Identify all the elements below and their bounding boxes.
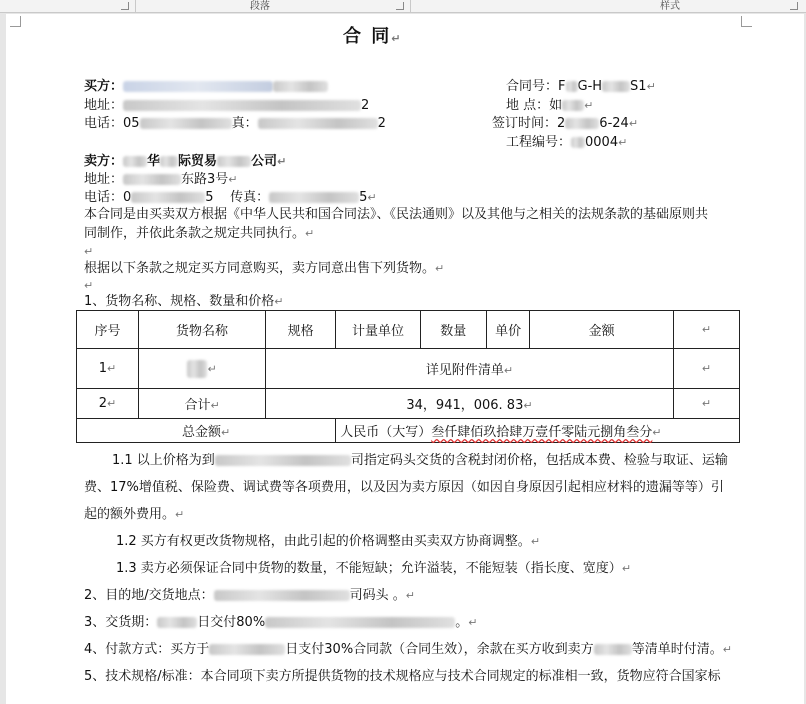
- cell-mark: ↵: [673, 311, 739, 349]
- header-cell: 货物名称: [139, 311, 266, 349]
- ribbon-group-styles: 样式: [660, 1, 680, 12]
- detail-cell: 详见附件清单↵: [266, 349, 674, 389]
- redacted-text: [594, 644, 632, 655]
- header-cell: 数量: [420, 311, 486, 349]
- table-row: [77, 389, 740, 419]
- redacted-text: [187, 360, 207, 378]
- paragraph-mark: ↵: [84, 279, 94, 292]
- ribbon-separator: [410, 0, 411, 12]
- total-value-cell: 人民币（大写）叁仟肆佰玖拾肆万壹仟零陆元捌角叁分↵: [336, 419, 740, 443]
- header-cell: 计量单位: [336, 311, 420, 349]
- table-header-row: [77, 311, 740, 349]
- document-title: 合 同↵: [343, 26, 403, 47]
- section1-heading: 1、货物名称、规格、数量和价格↵: [84, 294, 284, 309]
- project-number-line: 工程编号： 0004↵: [506, 135, 628, 150]
- dialog-launcher-icon[interactable]: [121, 2, 129, 10]
- redacted-text: [265, 617, 455, 628]
- intro-line-1: 本合同是由买卖双方根据《中华人民共和国合同法》、《民法通则》以及其他与之相关的法规条款的基础原则共: [84, 207, 709, 222]
- item-3-delivery: 3、交货期： 日交付80% 。↵: [84, 615, 478, 630]
- styles-launcher-icon[interactable]: [790, 2, 798, 10]
- redacted-text: [602, 81, 630, 92]
- intro-line-2: 同制作，并依此条款之规定共同执行。↵: [84, 226, 315, 241]
- ribbon-group-paragraph: 段落: [250, 1, 270, 12]
- item-5-spec: 5、技术规格/标准：本合同项下卖方所提供货物的技术规格应与技术合同规定的标准相一致，货物应符合国家标: [84, 669, 721, 684]
- redacted-text: [273, 81, 328, 92]
- redacted-text: [258, 118, 378, 129]
- redacted-text: [123, 156, 147, 167]
- clause-1-1-line2: 费、17%增值税、保险费、调试费等各项费用，以及因为卖方原因（如因自身原因引起相应材料的遗漏等等）引: [84, 480, 724, 495]
- goods-name-cell: ↵: [139, 349, 266, 389]
- item-4-payment: 4、付款方式：买方于 日支付30%合同款（合同生效），余款在买方收到卖方 等清单时付清。↵: [84, 642, 732, 657]
- paragraph-mark: ↵: [84, 245, 94, 258]
- redacted-text: [571, 137, 585, 148]
- redacted-text: [123, 174, 181, 185]
- goods-table: [76, 310, 740, 443]
- cell-mark: ↵: [673, 349, 739, 389]
- seller-line: 卖方： 华 际贸易 公司↵: [84, 154, 287, 169]
- redacted-text: [214, 590, 350, 601]
- header-cell: 序号: [77, 311, 139, 349]
- sum-value-cell: 34，941，006. 83↵: [266, 389, 674, 419]
- page-corner-mark: [10, 16, 21, 27]
- header-cell: 规格: [266, 311, 336, 349]
- sign-date-line: 签订时间：2 6-24↵: [492, 116, 639, 131]
- clause-1-1-line3: 起的额外费用。↵: [84, 507, 185, 522]
- redacted-text: [566, 81, 578, 92]
- buyer-address-line: 地址： 2: [84, 98, 370, 113]
- header-cell: 单价: [486, 311, 530, 349]
- table-row: [77, 349, 740, 389]
- item-2-destination: 2、目的地/交货地点： 司码头 。↵: [84, 588, 416, 603]
- row-number: 2↵: [77, 389, 139, 419]
- redacted-text: [157, 617, 197, 628]
- clause-1-1-line1: 1.1 以上价格为到 司指定码头交货的含税封闭价格，包括成本费、检验与取证、运输: [112, 453, 728, 468]
- page-corner-mark: [741, 16, 752, 27]
- document-page[interactable]: [6, 14, 804, 704]
- buyer-line: 买方：: [84, 78, 328, 95]
- redacted-text: [565, 118, 599, 129]
- sum-label-cell: 合计↵: [139, 389, 266, 419]
- paragraph-launcher-icon[interactable]: [396, 2, 404, 10]
- redacted-text: [131, 192, 205, 203]
- redacted-text: [215, 455, 351, 466]
- contract-number-line: 合同号：F G-H S1↵: [506, 79, 656, 94]
- location-line: 地 点：如 ↵: [506, 98, 594, 113]
- redacted-text: [140, 118, 232, 129]
- ribbon-bar: [0, 0, 806, 13]
- redacted-text: [123, 100, 361, 111]
- clause-1-2: 1.2 买方有权更改货物规格，由此引起的价格调整由买卖双方协商调整。↵: [116, 534, 541, 549]
- total-label-cell: 总金额↵: [77, 419, 336, 443]
- clause-1-3: 1.3 卖方必须保证合同中货物的数量，不能短缺；允许溢装，不能短装（指长度、宽度）↵: [116, 561, 632, 576]
- buyer-phone-line: 电话：05 真： 2: [84, 116, 386, 131]
- redacted-text: [209, 644, 285, 655]
- redacted-text: [217, 156, 251, 167]
- row-number: 1↵: [77, 349, 139, 389]
- redacted-text: [160, 156, 178, 167]
- table-row: [77, 419, 740, 443]
- redacted-text: [123, 81, 273, 92]
- redacted-text: [562, 100, 584, 111]
- ribbon-separator: [135, 0, 136, 12]
- cell-mark: ↵: [673, 389, 739, 419]
- agreement-line: 根据以下条款之规定买方同意购买，卖方同意出售下列货物。↵: [84, 261, 445, 276]
- seller-address-line: 地址： 东路3号↵: [84, 172, 238, 187]
- seller-phone-line: 电话：0 5 传真： 5↵: [84, 190, 377, 205]
- header-cell: 金额: [530, 311, 673, 349]
- redacted-text: [269, 192, 359, 203]
